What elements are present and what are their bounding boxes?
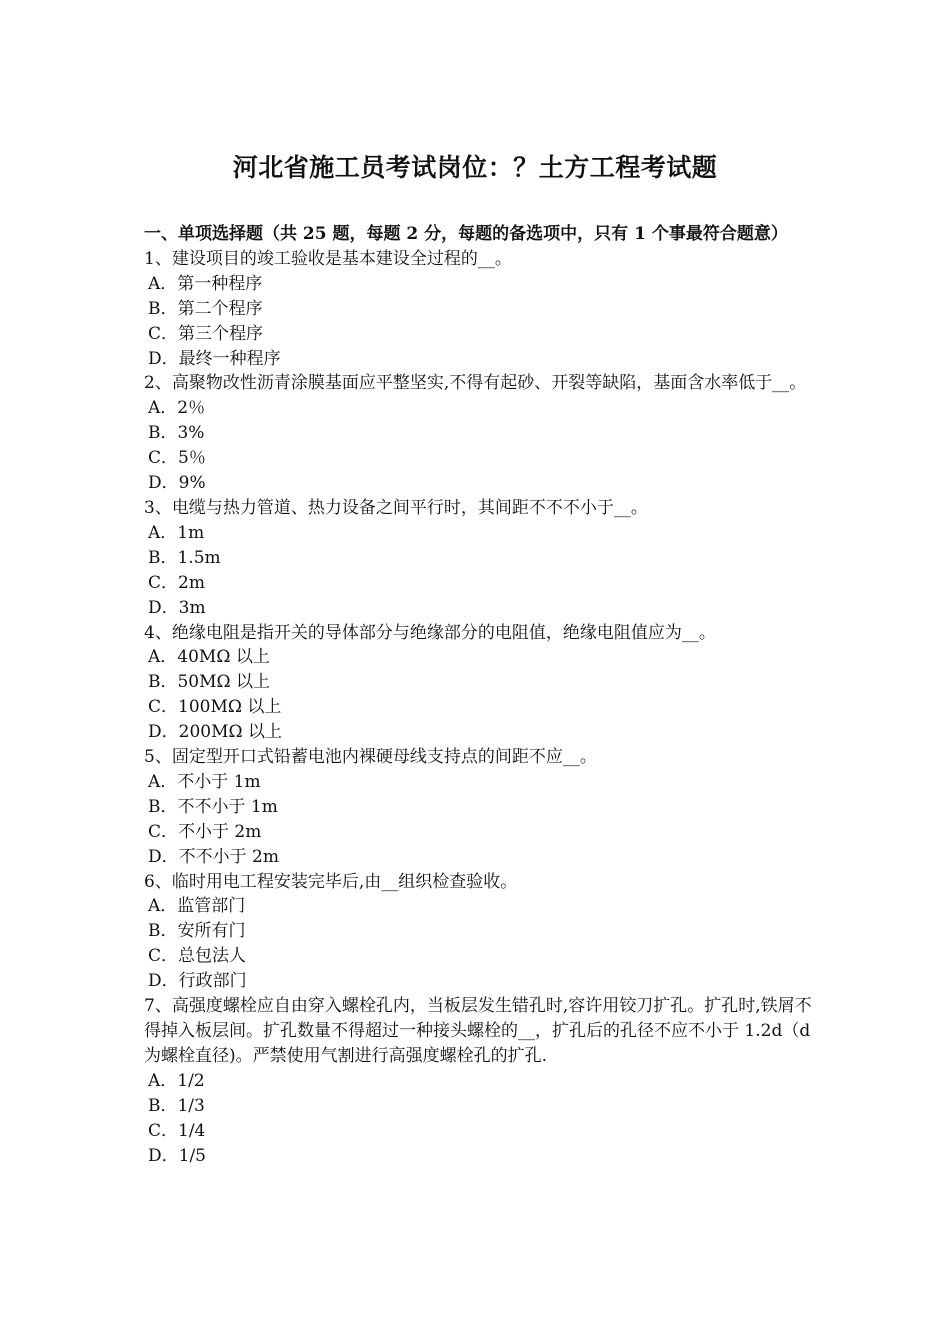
question-option: D．9% [148,473,206,494]
question-option: C．100MΩ 以上 [148,697,282,718]
question-option: A．2％ [148,398,206,419]
question-option: B．1.5m [148,547,221,568]
question-stem: 7、高强度螺栓应自由穿入螺栓孔内，当板层发生错孔时,容许用铰刀扩孔。扩孔时,铁屑不得掉入板层间。扩孔数量不得超过一种接头螺栓的__，扩孔后的孔径不应不小于 1.2d（d 为螺栓直径)。严禁使用气割进行高强度螺栓孔的扩孔. [144,996,812,1066]
question-option: C．2m [148,572,205,593]
question-option: D．200MΩ 以上 [148,722,282,743]
question-stem: 1、建设项目的竣工验收是基本建设全过程的__。 [144,248,512,269]
document-title: 河北省施工员考试岗位：？土方工程考试题 [232,153,718,182]
question-stem: 3、电缆与热力管道、热力设备之间平行时，其间距不不不小于__。 [144,497,648,518]
question-option: A．40MΩ 以上 [148,647,270,668]
question-option: C．总包法人 [148,946,247,967]
question-option: A．1/2 [148,1070,205,1091]
question-option: D．行政部门 [148,971,247,992]
question-option: A．不小于 1m [148,771,261,792]
question-stem: 6、临时用电工程安装完毕后,由__组织检查验收。 [144,871,518,892]
question-option: D．最终一种程序 [148,348,281,369]
question-option: D．1/5 [148,1145,206,1166]
document-body [144,222,812,1168]
question-option: A．监管部门 [148,896,246,917]
question-option: D．不不小于 2m [148,846,279,867]
question-option: C．不小于 2m [148,821,262,842]
question-option: B．50MΩ 以上 [148,672,271,693]
question-option: C．第三个程序 [148,323,264,344]
question-option: A．1m [148,522,205,543]
question-option: C．5％ [148,448,206,469]
question-option: B．安所有门 [148,921,246,942]
question-stem: 2、高聚物改性沥青涂膜基面应平整坚实,不得有起砂、开裂等缺陷，基面含水率低于__。 [144,373,807,394]
question-option: B．第二个程序 [148,298,263,319]
question-option: B．3% [148,423,205,444]
question-option: C．1/4 [148,1120,206,1141]
question-option: B．不不小于 1m [148,796,278,817]
question-stem: 5、固定型开口式铅蓄电池内裸硬母线支持点的间距不应__。 [144,747,597,768]
question-stem: 4、绝缘电阻是指开关的导体部分与绝缘部分的电阻值，绝缘电阻值应为__。 [144,622,716,643]
question-option: B．1/3 [148,1095,205,1116]
question-option: A．第一种程序 [148,273,263,294]
section-heading: 一、单项选择题（共 25 题，每题 2 分，每题的备选项中，只有 1 个事最符合题意） [144,224,788,244]
question-option: D．3m [148,597,206,618]
